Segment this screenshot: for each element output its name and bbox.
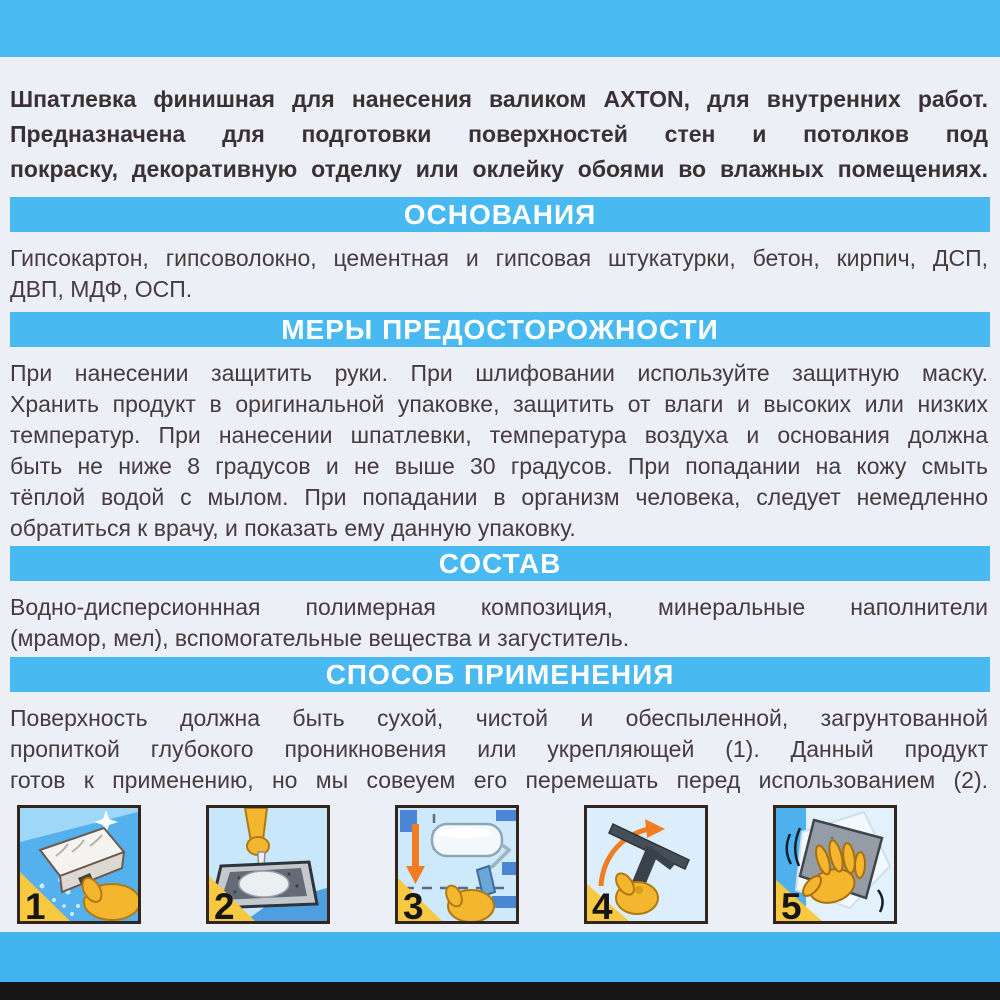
body-line: Хранить продукт в оригинальной упаковке, защитить от влаги и высоких или низких (10, 391, 988, 417)
section-body-osnovaniya (10, 243, 988, 305)
label-content (0, 57, 1000, 927)
section-body-sostav (10, 592, 988, 654)
section-header-sposob-primeneniya: СПОСОБ ПРИМЕНЕНИЯ (10, 657, 990, 692)
intro-line: покраску, декоративную отделку или оклейку обоями во влажных помещениях. (10, 156, 988, 182)
step-1-priming (17, 805, 141, 927)
bottom-cyan-bar (0, 932, 1000, 982)
step-2-mixing (206, 805, 330, 927)
intro-line: Шпатлевка финишная для нанесения валиком AXTON, для внутренних работ. (10, 86, 988, 112)
section-header-mery-predostorozhnosti: МЕРЫ ПРЕДОСТОРОЖНОСТИ (10, 312, 990, 347)
body-line: обратиться к врачу, и показать ему данную упаковку. (10, 515, 576, 541)
step-number: 3 (403, 886, 424, 927)
step-number: 5 (781, 886, 802, 927)
top-cyan-bar (0, 0, 1000, 57)
section-header-sostav: СОСТАВ (10, 546, 990, 581)
body-line: ДВП, МДФ, ОСП. (10, 276, 193, 302)
body-line: Водно-дисперсионнная полимерная композиция, минеральные наполнители (10, 594, 988, 620)
body-line: пропиткой глубокого проникновения или укрепляющей (1). Данный продукт (10, 736, 988, 762)
step-4-smoothing (584, 805, 708, 927)
section-body-sposob-primeneniya (10, 703, 988, 796)
body-line: (мрамор, мел), вспомогательные вещества и загуститель. (10, 625, 630, 651)
instruction-pictograms (17, 805, 1000, 927)
section-header-osnovaniya: ОСНОВАНИЯ (10, 197, 990, 232)
intro-line: Предназначена для подготовки поверхностей стен и потолков под (10, 121, 988, 147)
body-line: тёплой водой с мылом. При попадании в организм человека, следует немедленно (10, 484, 988, 510)
intro-paragraph (10, 82, 988, 187)
body-line: Поверхность должна быть сухой, чистой и обеспыленной, загрунтованной (10, 705, 988, 731)
body-line: готов к применению, но мы совеуем его перемешать перед использованием (2). (10, 767, 988, 793)
step-5-sanding (773, 805, 897, 927)
step-number: 4 (592, 886, 613, 927)
bottom-black-edge (0, 982, 1000, 1000)
step-3-roller (395, 805, 519, 927)
step-number: 1 (25, 886, 46, 927)
section-body-mery-predostorozhnosti (10, 358, 988, 544)
body-line: быть не ниже 8 градусов и не выше 30 градусов. При попадании на кожу смыть (10, 453, 988, 479)
step-number: 2 (214, 886, 235, 927)
body-line: При нанесении защитить руки. При шлифовании используйте защитную маску. (10, 360, 988, 386)
body-line: Гипсокартон, гипсоволокно, цементная и гипсовая штукатурки, бетон, кирпич, ДСП, (10, 245, 988, 271)
body-line: температур. При нанесении шпатлевки, температура воздуха и основания должна (10, 422, 988, 448)
